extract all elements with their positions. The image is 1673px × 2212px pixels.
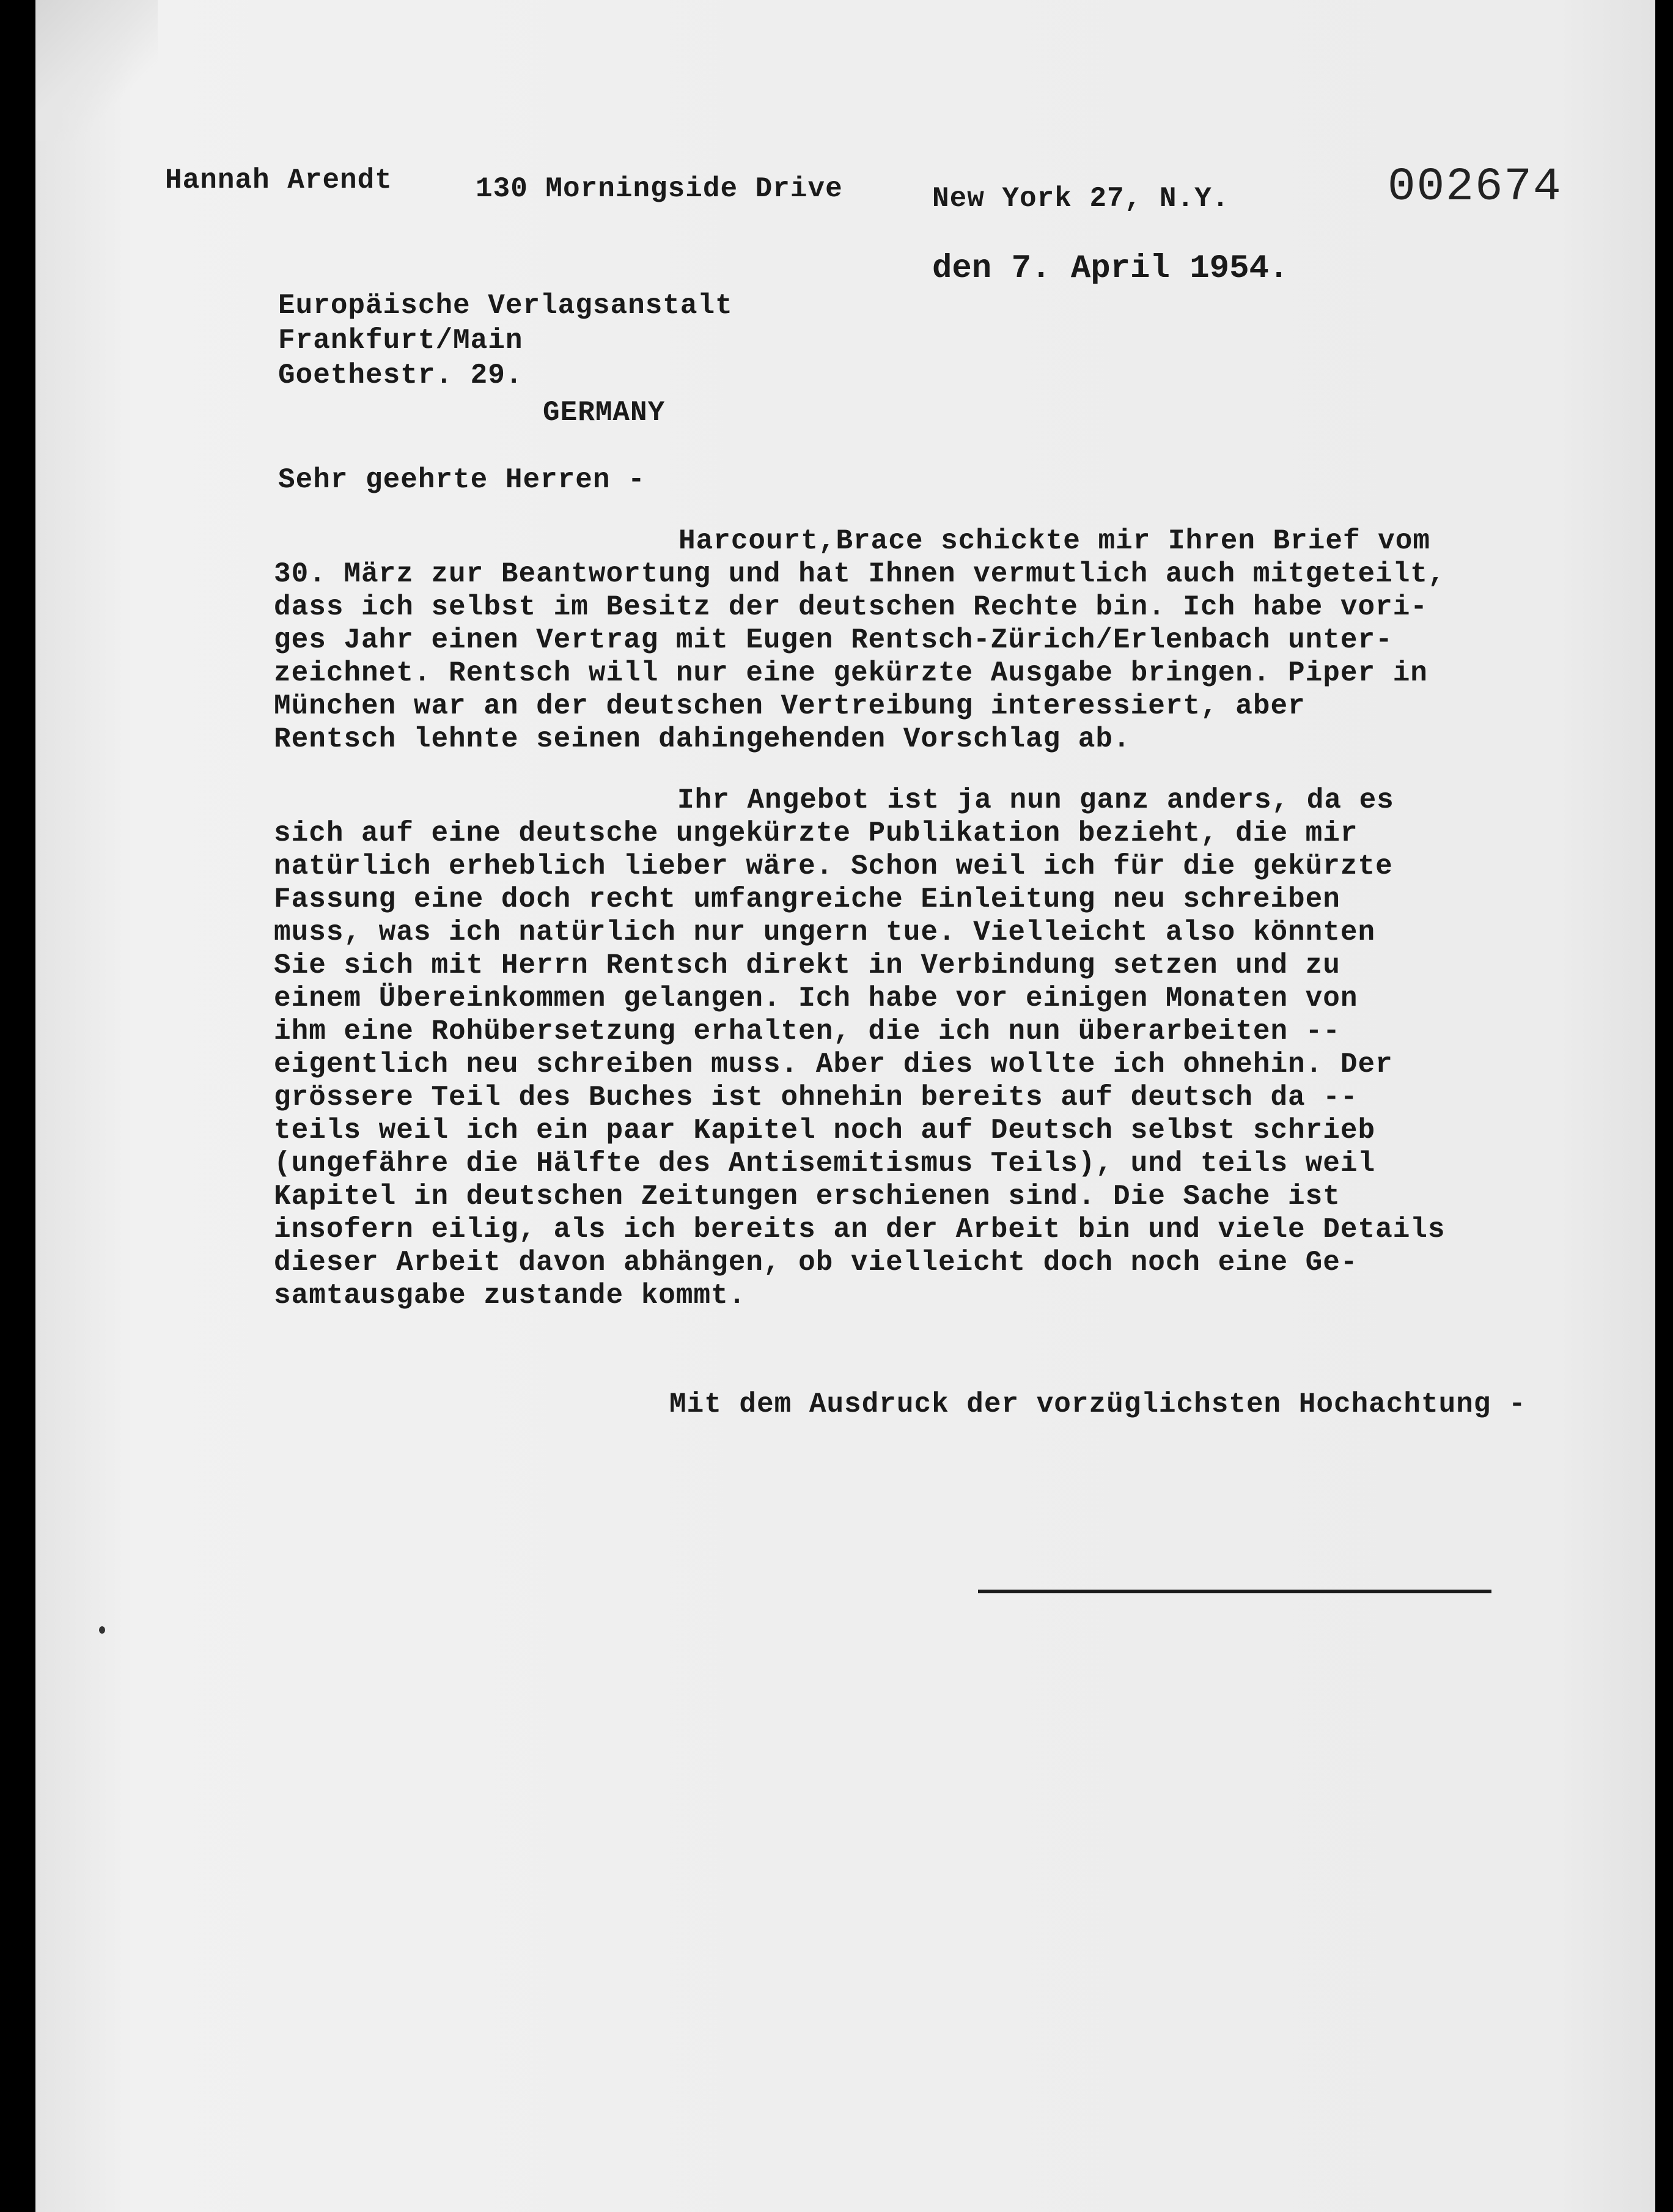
paragraph-2-line: sich auf eine deutsche ungekürzte Publikation bezieht, die mir [274,817,1358,849]
sender-street: 130 Morningside Drive [476,173,843,205]
paragraph-2-line: samtausgabe zustande kommt. [274,1280,746,1311]
paragraph-2-line: (ungefähre die Hälfte des Antisemitismus Teils), und teils weil [274,1148,1376,1179]
paragraph-2-line: Sie sich mit Herrn Rentsch direkt in Verbindung setzen und zu [274,949,1340,981]
recipient-line: Europäische Verlagsanstalt [278,290,733,322]
paragraph-1-line: ges Jahr einen Vertrag mit Eugen Rentsch-Zürich/Erlenbach unter- [274,624,1393,656]
paragraph-2-line: Kapitel in deutschen Zeitungen erschienen sind. Die Sache ist [274,1181,1340,1212]
paragraph-2-line: grössere Teil des Buches ist ohnehin bereits auf deutsch da -- [274,1082,1358,1113]
document-number: 002674 [1388,161,1562,213]
sender-name: Hannah Arendt [165,164,392,196]
closing-line: Mit dem Ausdruck der vorzüglichsten Hochachtung - [669,1388,1526,1420]
sender-city: New York 27, N.Y. [932,183,1230,215]
paragraph-2-line: teils weil ich ein paar Kapitel noch auf Deutsch selbst schrieb [274,1115,1376,1146]
signature-line [978,1590,1491,1593]
paragraph-1-line: 30. März zur Beantwortung und hat Ihnen vermutlich auch mitgeteilt, [274,558,1446,590]
paragraph-1-line: Rentsch lehnte seinen dahingehenden Vorschlag ab. [274,723,1131,755]
salutation: Sehr geehrte Herren - [278,464,645,496]
paragraph-1-line: dass ich selbst im Besitz der deutschen Rechte bin. Ich habe vori- [274,591,1428,623]
paper-speck [99,1626,105,1634]
paper-corner [35,0,158,141]
paragraph-1-line: Harcourt,Brace schickte mir Ihren Brief vom [678,525,1430,557]
recipient-line: Frankfurt/Main [278,325,523,356]
paragraph-2-line: dieser Arbeit davon abhängen, ob vielleicht doch noch eine Ge- [274,1247,1358,1278]
recipient-line: Goethestr. 29. [278,359,523,391]
paragraph-1-line: München war an der deutschen Vertreibung interessiert, aber [274,690,1306,722]
paragraph-2-line: Ihr Angebot ist ja nun ganz anders, da es [677,784,1394,816]
recipient-country: GERMANY [543,397,666,429]
paragraph-2-line: ihm eine Rohübersetzung erhalten, die ich nun überarbeiten -- [274,1016,1340,1047]
paragraph-2-line: eigentlich neu schreiben muss. Aber dies wollte ich ohnehin. Der [274,1049,1393,1080]
paragraph-1-line: zeichnet. Rentsch will nur eine gekürzte Ausgabe bringen. Piper in [274,657,1428,689]
letter-date: den 7. April 1954. [932,250,1289,287]
paragraph-2-line: Fassung eine doch recht umfangreiche Einleitung neu schreiben [274,883,1340,915]
paragraph-2-line: einem Übereinkommen gelangen. Ich habe vor einigen Monaten von [274,982,1358,1014]
paragraph-2-line: natürlich erheblich lieber wäre. Schon weil ich für die gekürzte [274,850,1393,882]
paragraph-2-line: muss, was ich natürlich nur ungern tue. Vielleicht also könnten [274,916,1376,948]
paragraph-2-line: insofern eilig, als ich bereits an der Arbeit bin und viele Details [274,1214,1446,1245]
